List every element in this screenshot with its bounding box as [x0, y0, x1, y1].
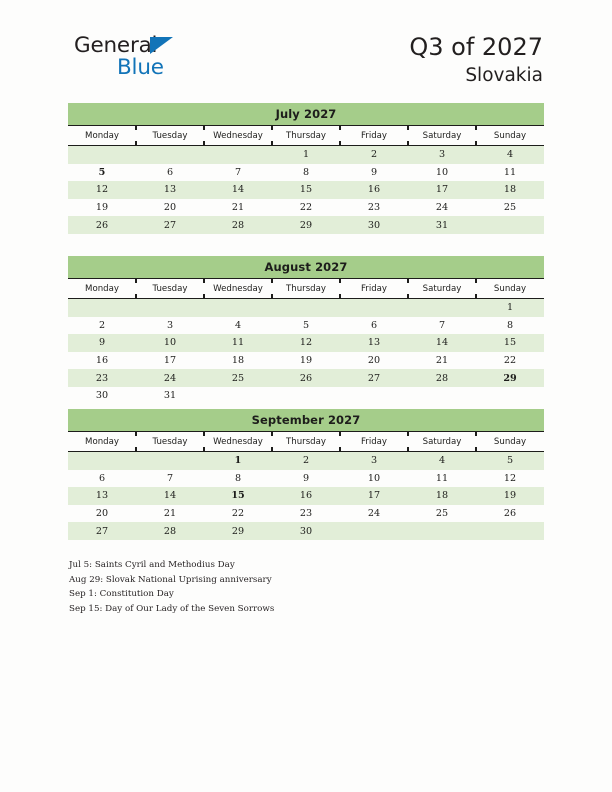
day-cell-empty: [476, 522, 544, 540]
column-tick-icon: [475, 294, 477, 298]
holiday-note-line: Sep 15: Day of Our Lady of the Seven Sorrows: [69, 603, 275, 614]
day-cell[interactable]: 21: [204, 199, 272, 217]
day-cell-holiday[interactable]: 29: [476, 369, 544, 387]
day-cell-empty: [136, 299, 204, 317]
column-tick-icon: [135, 141, 137, 145]
day-cell[interactable]: 14: [408, 334, 476, 352]
day-cell[interactable]: 26: [68, 216, 136, 234]
day-cell-holiday[interactable]: 1: [204, 452, 272, 470]
day-cell[interactable]: 21: [408, 352, 476, 370]
day-cell[interactable]: 8: [204, 470, 272, 488]
column-tick-icon: [203, 432, 205, 436]
weekday-header-wednesday: Wednesday: [204, 126, 272, 146]
weekday-header-monday: Monday: [68, 432, 136, 452]
day-cell[interactable]: 20: [136, 199, 204, 217]
weekday-header-sunday: Sunday: [476, 279, 544, 299]
column-tick-icon: [407, 279, 409, 283]
column-tick-icon: [271, 447, 273, 451]
day-cell[interactable]: 8: [272, 164, 340, 182]
week-row: [68, 334, 544, 352]
column-tick-icon: [475, 141, 477, 145]
day-cell[interactable]: 23: [68, 369, 136, 387]
day-cell[interactable]: 13: [340, 334, 408, 352]
column-tick-icon: [407, 294, 409, 298]
day-cell[interactable]: 19: [272, 352, 340, 370]
week-row: [68, 387, 544, 405]
week-row: [68, 181, 544, 199]
day-cell[interactable]: 12: [476, 470, 544, 488]
column-tick-icon: [203, 447, 205, 451]
holiday-note-line: Jul 5: Saints Cyril and Methodius Day: [69, 560, 235, 570]
day-cell[interactable]: 19: [476, 487, 544, 505]
week-row: [68, 505, 544, 523]
day-cell[interactable]: 30: [272, 522, 340, 540]
quarter-title: Q3 of 2027: [409, 33, 543, 61]
column-tick-icon: [407, 141, 409, 145]
weekday-header-tuesday: Tuesday: [136, 126, 204, 146]
weekday-header-monday: Monday: [68, 126, 136, 146]
column-tick-icon: [339, 141, 341, 145]
column-tick-icon: [339, 432, 341, 436]
day-cell[interactable]: 5: [272, 317, 340, 335]
weekday-header-friday: Friday: [340, 126, 408, 146]
day-cell[interactable]: 11: [204, 334, 272, 352]
day-cell[interactable]: 29: [204, 522, 272, 540]
day-cell[interactable]: 26: [272, 369, 340, 387]
day-cell[interactable]: 4: [408, 452, 476, 470]
weekday-header-thursday: Thursday: [272, 279, 340, 299]
day-cell[interactable]: 16: [272, 487, 340, 505]
day-cell-empty: [476, 216, 544, 234]
day-cell-empty: [408, 387, 476, 405]
column-tick-icon: [135, 279, 137, 283]
day-cell[interactable]: 12: [68, 181, 136, 199]
day-cell[interactable]: 23: [340, 199, 408, 217]
column-tick-icon: [135, 126, 137, 130]
column-tick-icon: [135, 294, 137, 298]
day-cell[interactable]: 4: [204, 317, 272, 335]
day-cell[interactable]: 26: [476, 505, 544, 523]
weekday-header-tuesday: Tuesday: [136, 432, 204, 452]
day-cell[interactable]: 11: [408, 470, 476, 488]
page-title: [409, 32, 543, 88]
column-tick-icon: [271, 432, 273, 436]
week-row: [68, 199, 544, 217]
week-row: [68, 216, 544, 234]
day-cell[interactable]: 7: [408, 317, 476, 335]
day-cell[interactable]: 15: [476, 334, 544, 352]
day-cell[interactable]: 24: [340, 505, 408, 523]
day-cell[interactable]: 22: [476, 352, 544, 370]
month-title: July 2027: [68, 103, 544, 125]
weekday-header-saturday: Saturday: [408, 432, 476, 452]
day-cell[interactable]: 30: [340, 216, 408, 234]
month-block: [68, 256, 544, 405]
week-row: [68, 146, 544, 164]
weekday-header-wednesday: Wednesday: [204, 432, 272, 452]
day-cell[interactable]: 8: [476, 317, 544, 335]
column-tick-icon: [271, 126, 273, 130]
day-cell[interactable]: 27: [340, 369, 408, 387]
day-cell[interactable]: 25: [204, 369, 272, 387]
day-cell-empty: [136, 146, 204, 164]
column-tick-icon: [339, 447, 341, 451]
day-cell[interactable]: 18: [408, 487, 476, 505]
page-header: [0, 0, 612, 95]
holiday-note-line: Sep 1: Constitution Day: [69, 589, 174, 599]
day-cell[interactable]: 17: [340, 487, 408, 505]
weekday-header-friday: Friday: [340, 432, 408, 452]
day-cell-empty: [476, 387, 544, 405]
day-cell[interactable]: 14: [204, 181, 272, 199]
weekday-header-tuesday: Tuesday: [136, 279, 204, 299]
week-row: [68, 317, 544, 335]
day-cell[interactable]: 22: [204, 505, 272, 523]
day-cell[interactable]: 12: [272, 334, 340, 352]
day-cell[interactable]: 6: [136, 164, 204, 182]
day-cell-empty: [204, 299, 272, 317]
day-cell[interactable]: 1: [272, 146, 340, 164]
logo-text-general: General: [74, 33, 158, 58]
week-row: [68, 164, 544, 182]
general-blue-logo: [74, 33, 274, 81]
week-row: [68, 452, 544, 470]
week-row: [68, 299, 544, 317]
day-cell[interactable]: 7: [136, 470, 204, 488]
day-cell[interactable]: 30: [68, 387, 136, 405]
day-cell[interactable]: 6: [340, 317, 408, 335]
weekday-header-monday: Monday: [68, 279, 136, 299]
day-cell-empty: [68, 452, 136, 470]
column-tick-icon: [339, 294, 341, 298]
column-tick-icon: [339, 126, 341, 130]
day-cell[interactable]: 20: [68, 505, 136, 523]
holiday-note-line: Aug 29: Slovak National Uprising anniversary: [69, 574, 272, 585]
day-cell[interactable]: 6: [68, 470, 136, 488]
day-cell-empty: [408, 522, 476, 540]
day-cell[interactable]: 31: [136, 387, 204, 405]
day-cell-empty: [340, 522, 408, 540]
day-cell[interactable]: 28: [204, 216, 272, 234]
day-cell[interactable]: 3: [340, 452, 408, 470]
holiday-notes: [69, 558, 499, 616]
day-cell-empty: [340, 299, 408, 317]
day-cell[interactable]: 19: [68, 199, 136, 217]
day-cell[interactable]: 2: [272, 452, 340, 470]
day-cell[interactable]: 18: [476, 181, 544, 199]
day-cell[interactable]: 17: [136, 352, 204, 370]
weekday-header-row: [68, 432, 544, 452]
weekday-header-row: [68, 126, 544, 146]
column-tick-icon: [475, 279, 477, 283]
column-tick-icon: [407, 126, 409, 130]
day-cell[interactable]: 27: [68, 522, 136, 540]
day-cell-empty: [68, 146, 136, 164]
day-cell[interactable]: 10: [340, 470, 408, 488]
month-block: [68, 409, 544, 540]
day-cell[interactable]: 24: [136, 369, 204, 387]
weekday-header-row: [68, 279, 544, 299]
day-cell-empty: [204, 146, 272, 164]
day-cell-empty: [272, 299, 340, 317]
day-cell[interactable]: 15: [272, 181, 340, 199]
day-cell[interactable]: 17: [408, 181, 476, 199]
day-cell[interactable]: 3: [408, 146, 476, 164]
day-cell[interactable]: 22: [272, 199, 340, 217]
day-cell[interactable]: 13: [136, 181, 204, 199]
column-tick-icon: [203, 126, 205, 130]
day-cell[interactable]: 9: [272, 470, 340, 488]
day-cell[interactable]: 1: [476, 299, 544, 317]
day-cell-empty: [136, 452, 204, 470]
column-tick-icon: [475, 432, 477, 436]
day-cell[interactable]: 10: [136, 334, 204, 352]
week-row: [68, 470, 544, 488]
calendar-table: [68, 278, 544, 405]
day-cell-empty: [340, 387, 408, 405]
column-tick-icon: [339, 279, 341, 283]
day-cell-holiday[interactable]: 5: [68, 164, 136, 182]
column-tick-icon: [475, 447, 477, 451]
day-cell[interactable]: 11: [476, 164, 544, 182]
day-cell[interactable]: 14: [136, 487, 204, 505]
day-cell[interactable]: 28: [408, 369, 476, 387]
day-cell[interactable]: 2: [68, 317, 136, 335]
day-cell-empty: [68, 299, 136, 317]
day-cell[interactable]: 10: [408, 164, 476, 182]
day-cell-holiday[interactable]: 15: [204, 487, 272, 505]
triangle-icon: [150, 37, 173, 54]
day-cell[interactable]: 21: [136, 505, 204, 523]
weekday-header-friday: Friday: [340, 279, 408, 299]
day-cell-empty: [272, 387, 340, 405]
weekday-header-saturday: Saturday: [408, 126, 476, 146]
day-cell[interactable]: 31: [408, 216, 476, 234]
column-tick-icon: [203, 279, 205, 283]
day-cell[interactable]: 25: [408, 505, 476, 523]
country-name: Slovakia: [465, 65, 543, 86]
weekday-header-wednesday: Wednesday: [204, 279, 272, 299]
day-cell[interactable]: 2: [340, 146, 408, 164]
day-cell[interactable]: 16: [340, 181, 408, 199]
column-tick-icon: [271, 279, 273, 283]
column-tick-icon: [135, 432, 137, 436]
day-cell-empty: [204, 387, 272, 405]
column-tick-icon: [135, 447, 137, 451]
column-tick-icon: [203, 141, 205, 145]
week-row: [68, 487, 544, 505]
day-cell[interactable]: 29: [272, 216, 340, 234]
day-cell[interactable]: 20: [340, 352, 408, 370]
day-cell-empty: [408, 299, 476, 317]
weekday-header-thursday: Thursday: [272, 126, 340, 146]
day-cell[interactable]: 7: [204, 164, 272, 182]
week-row: [68, 522, 544, 540]
day-cell[interactable]: 18: [204, 352, 272, 370]
day-cell[interactable]: 9: [340, 164, 408, 182]
day-cell[interactable]: 24: [408, 199, 476, 217]
calendar-table: [68, 125, 544, 234]
logo-text-blue: Blue: [117, 55, 164, 80]
weekday-header-sunday: Sunday: [476, 432, 544, 452]
week-row: [68, 352, 544, 370]
column-tick-icon: [271, 294, 273, 298]
column-tick-icon: [407, 447, 409, 451]
month-title: September 2027: [68, 409, 544, 431]
day-cell[interactable]: 3: [136, 317, 204, 335]
day-cell[interactable]: 5: [476, 452, 544, 470]
day-cell[interactable]: 9: [68, 334, 136, 352]
month-block: [68, 103, 544, 234]
weekday-header-thursday: Thursday: [272, 432, 340, 452]
day-cell[interactable]: 23: [272, 505, 340, 523]
day-cell[interactable]: 4: [476, 146, 544, 164]
day-cell[interactable]: 13: [68, 487, 136, 505]
week-row: [68, 369, 544, 387]
weekday-header-sunday: Sunday: [476, 126, 544, 146]
column-tick-icon: [271, 141, 273, 145]
column-tick-icon: [475, 126, 477, 130]
weekday-header-saturday: Saturday: [408, 279, 476, 299]
column-tick-icon: [203, 294, 205, 298]
calendar-table: [68, 431, 544, 540]
month-title: August 2027: [68, 256, 544, 278]
day-cell[interactable]: 28: [136, 522, 204, 540]
day-cell[interactable]: 25: [476, 199, 544, 217]
day-cell[interactable]: 16: [68, 352, 136, 370]
column-tick-icon: [407, 432, 409, 436]
day-cell[interactable]: 27: [136, 216, 204, 234]
